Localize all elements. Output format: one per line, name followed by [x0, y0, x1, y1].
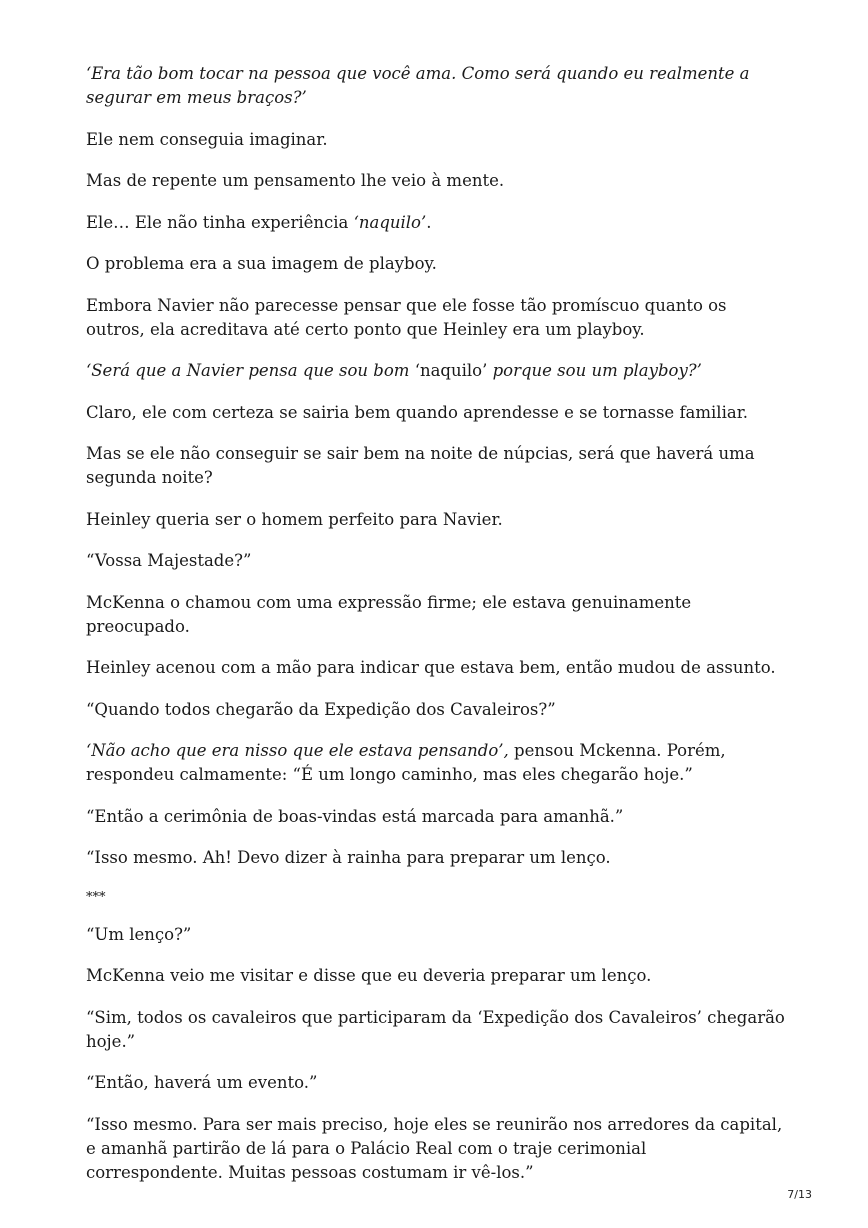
- text-segment: Claro, ele com certeza se sairia bem quando aprendesse e se tornasse familiar.: [86, 402, 749, 422]
- text-segment: “Então a cerimônia de boas-vindas está marcada para amanhã.”: [86, 806, 624, 826]
- text-segment: ***: [86, 889, 106, 905]
- paragraph: [86, 169, 786, 193]
- text-segment: pensou Mckenna. Porém, respondeu calmamente: “É um longo caminho, mas eles chegarão hoje.”: [86, 741, 726, 784]
- text-segment: Heinley queria ser o homem perfeito para Navier.: [86, 509, 503, 529]
- text-segment: Heinley acenou com a mão para indicar que estava bem, então mudou de assunto.: [86, 658, 776, 677]
- paragraph: [86, 846, 786, 870]
- paragraph: [86, 698, 786, 722]
- paragraph: [86, 591, 786, 639]
- text-segment: Mas de repente um pensamento lhe veio à mente.: [86, 171, 505, 190]
- text-segment: McKenna o chamou com uma expressão firme; ele estava genuinamente preocupado.: [86, 592, 692, 636]
- paragraph: [86, 805, 786, 829]
- text-segment: “Vossa Majestade?”: [86, 551, 252, 570]
- text-segment: Ele nem conseguia imaginar.: [86, 129, 328, 149]
- page-number: 7/13: [787, 1188, 812, 1201]
- text-segment: “Quando todos chegarão da Expedição dos Cavaleiros?”: [86, 699, 556, 719]
- paragraph: [86, 549, 786, 573]
- paragraph: [86, 964, 786, 988]
- italic-text-segment: porque sou um playboy?’: [487, 361, 702, 380]
- paragraph: [86, 923, 786, 947]
- section-separator: [86, 888, 786, 908]
- paragraph: [86, 1113, 786, 1185]
- text-segment: O problema era a sua imagem de playboy.: [86, 254, 437, 273]
- paragraph: [86, 294, 786, 342]
- text-segment: “Então, haverá um evento.”: [86, 1073, 318, 1092]
- text-segment: “Isso mesmo. Para ser mais preciso, hoje eles se reunirão nos arredores da capital, e amanhã partirão de lá para o Palácio Real com o traje cerimonial correspondente. Muitas pessoas costumam ir vê-los.”: [86, 1114, 783, 1182]
- text-segment: ‘naquilo’: [414, 361, 488, 380]
- paragraph: [86, 128, 786, 152]
- paragraph: [86, 211, 786, 235]
- paragraph: [86, 359, 786, 383]
- text-segment: Ele… Ele não tinha experiência: [86, 212, 354, 232]
- paragraph: [86, 442, 786, 490]
- italic-text-segment: ‘Era tão bom tocar na pessoa que você ama. Como será quando eu realmente a segurar em meus braços?’: [86, 64, 750, 107]
- text-segment: McKenna veio me visitar e disse que eu deveria preparar um lenço.: [86, 966, 652, 985]
- paragraph: [86, 739, 786, 787]
- text-segment: .: [426, 212, 432, 232]
- paragraph: [86, 401, 786, 425]
- paragraph: [86, 62, 786, 110]
- text-segment: Mas se ele não conseguir se sair bem na noite de núpcias, será que haverá uma segunda noite?: [86, 444, 755, 487]
- text-segment: “Isso mesmo. Ah! Devo dizer à rainha para preparar um lenço.: [86, 848, 611, 867]
- italic-text-segment: ‘Não acho que era nisso que ele estava pensando’,: [86, 741, 509, 760]
- paragraph: [86, 508, 786, 532]
- italic-text-segment: ‘naquilo’: [353, 212, 427, 232]
- text-segment: “Um lenço?”: [86, 924, 192, 944]
- document-body: [86, 62, 786, 1202]
- paragraph: [86, 656, 786, 680]
- paragraph: [86, 252, 786, 276]
- text-segment: “Sim, todos os cavaleiros que participaram da ‘Expedição dos Cavaleiros’ chegarão hoje.”: [86, 1007, 785, 1051]
- text-segment: Embora Navier não parecesse pensar que ele fosse tão promíscuo quanto os outros, ela acreditava até certo ponto que Heinley era um playboy.: [86, 295, 727, 339]
- paragraph: [86, 1071, 786, 1095]
- italic-text-segment: ‘Será que a Navier pensa que sou bom: [86, 361, 415, 380]
- paragraph: [86, 1006, 786, 1054]
